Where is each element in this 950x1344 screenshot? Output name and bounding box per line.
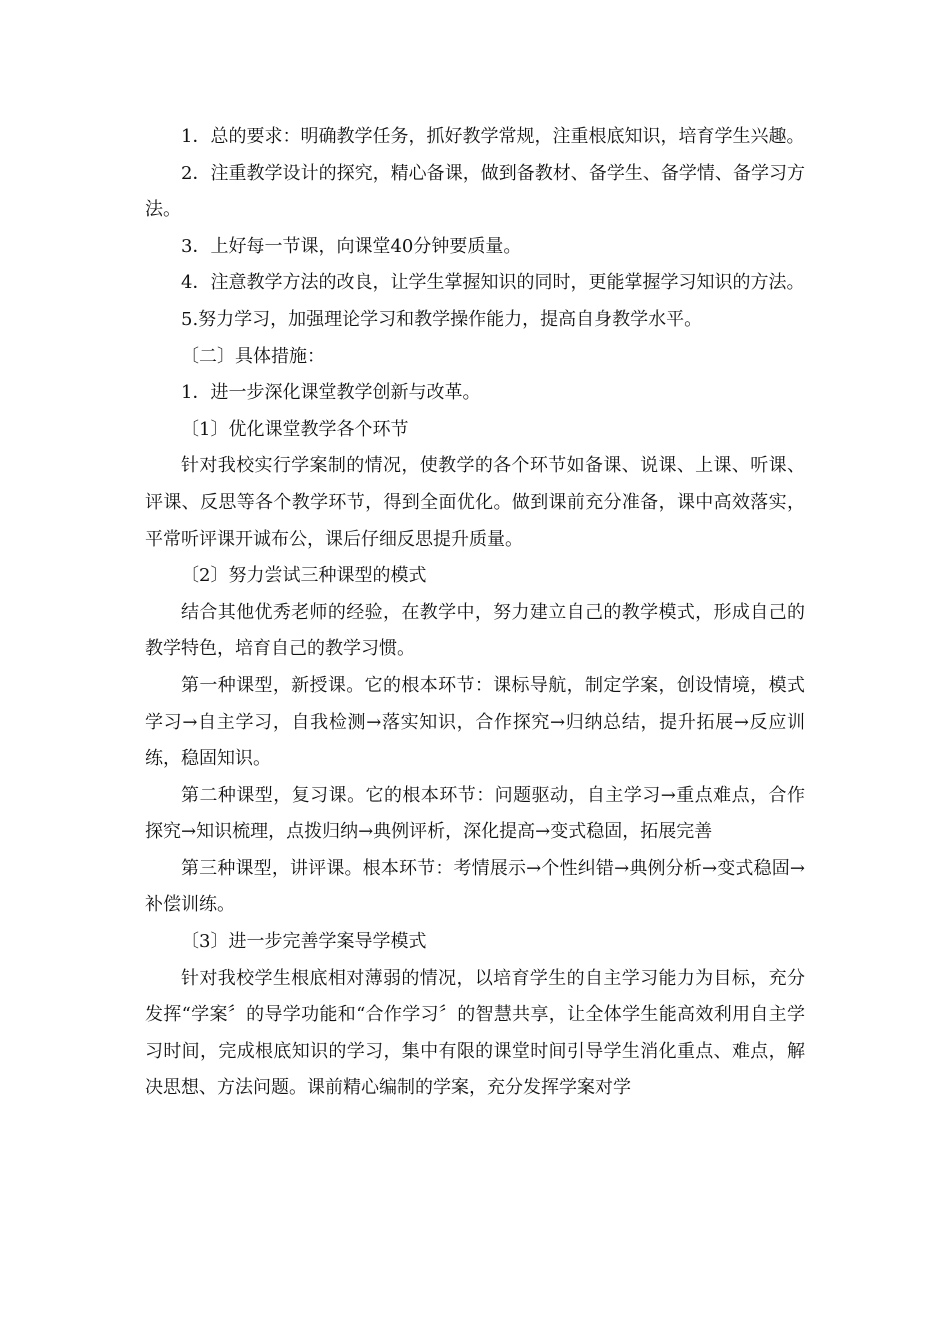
paragraph-review-lesson: 第二种课型，复习课。它的根本环节：问题驱动，自主学习→重点难点，合作探究→知识梳理，点拨归纳→典例评析，深化提高→变式稳固，拓展完善 bbox=[145, 784, 805, 843]
subheading-three-models: 〔2〕努力尝试三种课型的模式 bbox=[181, 565, 427, 587]
subheading-optimize: 〔1〕优化课堂教学各个环节 bbox=[181, 418, 409, 440]
paragraph-optimize-body: 针对我校实行学案制的情况，使教学的各个环节如备课、说课、上课、听课、评课、反思等各个教学环节，得到全面优化。做到课前充分准备，课中高效落实，平常听评课开诚布公，课后仔细反思提升质量。 bbox=[145, 455, 805, 550]
paragraph-guided-study-body: 针对我校学生根底相对薄弱的情况，以培育学生的自主学习能力为目标，充分发挥“学案〞的导学功能和“合作学习〞的智慧共享，让全体学生能高效利用自主学习时间，完成根底知识的学习，集中有限的课堂时间引导学生消化重点、难点，解决思想、方法问题。课前精心编制的学案，充分发挥学案对学 bbox=[145, 967, 805, 1099]
paragraph-class-quality: 3．上好每一节课，向课堂40分钟要质量。 bbox=[181, 235, 522, 257]
subheading-guided-study: 〔3〕进一步完善学案导学模式 bbox=[181, 931, 427, 953]
paragraph-models-intro: 结合其他优秀老师的经验，在教学中，努力建立自己的教学模式，形成自己的教学特色，培育自己的教学习惯。 bbox=[145, 601, 805, 660]
section-heading-measures: 〔二〕具体措施： bbox=[181, 345, 325, 367]
paragraph-new-lesson: 第一种课型，新授课。它的根本环节：课标导航，制定学案，创设情境，模式学习→自主学习，自我检测→落实知识，合作探究→归纳总结，提升拓展→反应训练，稳固知识。 bbox=[145, 674, 805, 770]
paragraph-commentary-lesson: 第三种课型，讲评课。根本环节：考情展示→个性纠错→典例分析→变式稳固→补偿训练。 bbox=[145, 857, 805, 916]
paragraph-requirements: 1．总的要求：明确教学任务，抓好教学常规，注重根底知识，培育学生兴趣。 bbox=[181, 126, 805, 147]
paragraph-lesson-design: 2．注重教学设计的探究，精心备课，做到备教材、备学生、备学情、备学习方法。 bbox=[145, 162, 805, 221]
document-body bbox=[145, 119, 805, 1107]
paragraph-deepen-reform: 1．进一步深化课堂教学创新与改革。 bbox=[181, 382, 481, 404]
paragraph-self-study: 5.努力学习，加强理论学习和教学操作能力，提高自身教学水平。 bbox=[181, 308, 703, 330]
paragraph-teaching-methods: 4．注意教学方法的改良，让学生掌握知识的同时，更能掌握学习知识的方法。 bbox=[181, 272, 805, 294]
